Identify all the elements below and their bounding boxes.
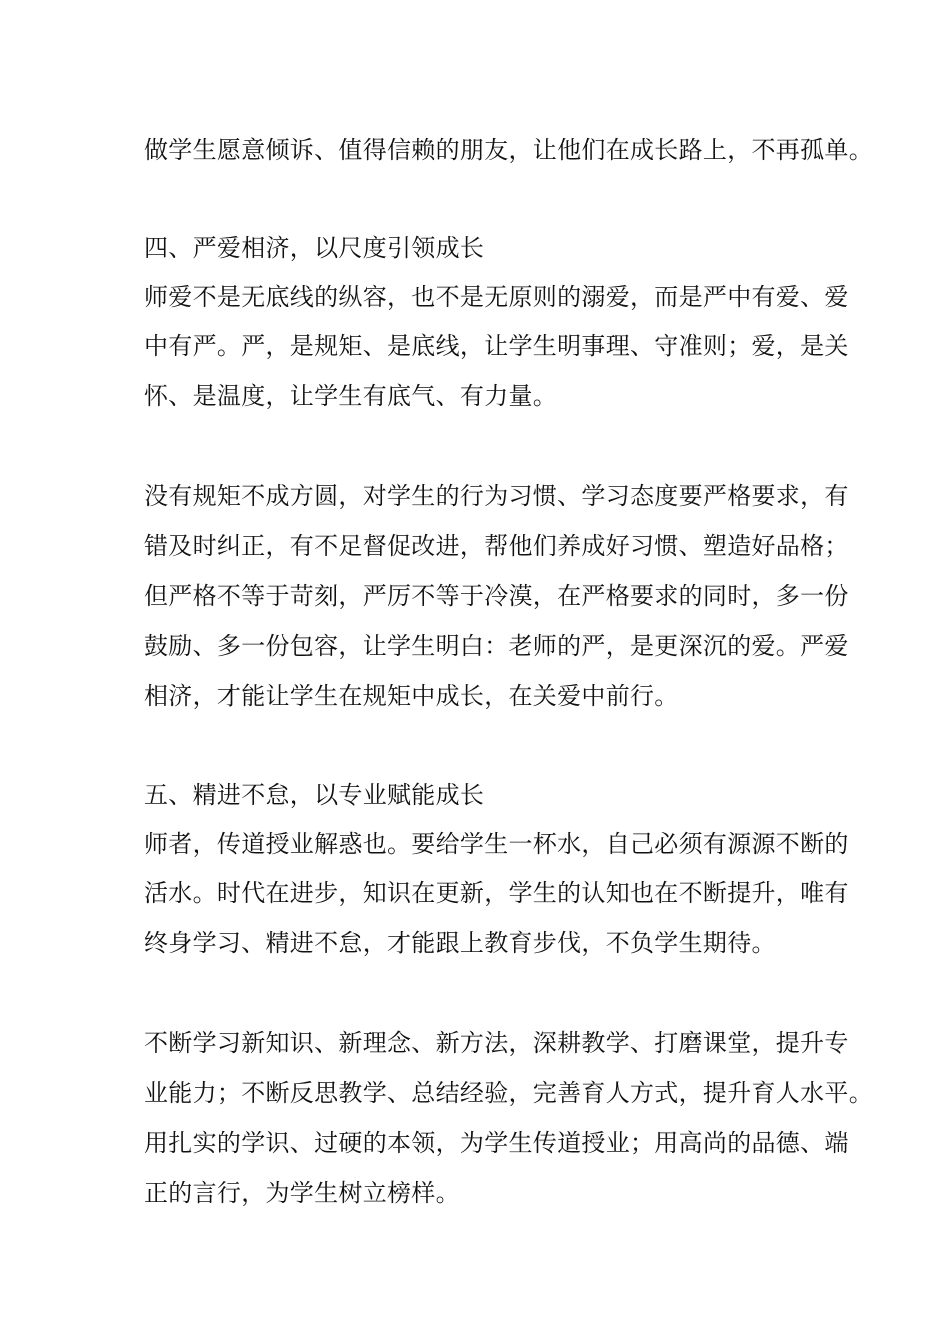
section-heading: 四、严爱相济，以尺度引领成长 bbox=[144, 234, 485, 262]
paragraph-line: 业能力；不断反思教学、总结经验，完善育人方式，提升育人水平。 bbox=[144, 1079, 873, 1107]
paragraph-line: 不断学习新知识、新理念、新方法，深耕教学、打磨课堂，提升专 bbox=[144, 1029, 849, 1057]
paragraph-line: 没有规矩不成方圆，对学生的行为习惯、学习态度要严格要求，有 bbox=[144, 482, 849, 510]
paragraph-line: 师者，传道授业解惑也。要给学生一杯水，自己必须有源源不断的 bbox=[144, 830, 849, 858]
paragraph-line: 但严格不等于苛刻，严厉不等于冷漠，在严格要求的同时，多一份 bbox=[144, 582, 849, 610]
paragraph-line: 终身学习、精进不怠，才能跟上教育步伐，不负学生期待。 bbox=[144, 929, 776, 957]
paragraph-line: 用扎实的学识、过硬的本领，为学生传道授业；用高尚的品德、端 bbox=[144, 1129, 849, 1157]
paragraph-line: 怀、是温度，让学生有底气、有力量。 bbox=[144, 382, 558, 410]
paragraph-line: 师爱不是无底线的纵容，也不是无原则的溺爱，而是严中有爱、爱 bbox=[144, 283, 849, 311]
section-heading: 五、精进不怠，以专业赋能成长 bbox=[144, 781, 485, 809]
paragraph-line: 做学生愿意倾诉、值得信赖的朋友，让他们在成长路上，不再孤单。 bbox=[144, 136, 873, 164]
paragraph-line: 相济，才能让学生在规矩中成长，在关爱中前行。 bbox=[144, 682, 679, 710]
paragraph-line: 活水。时代在进步，知识在更新，学生的认知也在不断提升，唯有 bbox=[144, 879, 849, 907]
paragraph-line: 中有严。严，是规矩、是底线，让学生明事理、守准则；爱，是关 bbox=[144, 332, 849, 360]
paragraph-line: 鼓励、多一份包容，让学生明白：老师的严，是更深沉的爱。严爱 bbox=[144, 632, 849, 660]
paragraph-line: 错及时纠正，有不足督促改进，帮他们养成好习惯、塑造好品格； bbox=[144, 532, 849, 560]
paragraph-line: 正的言行，为学生树立榜样。 bbox=[144, 1179, 460, 1207]
